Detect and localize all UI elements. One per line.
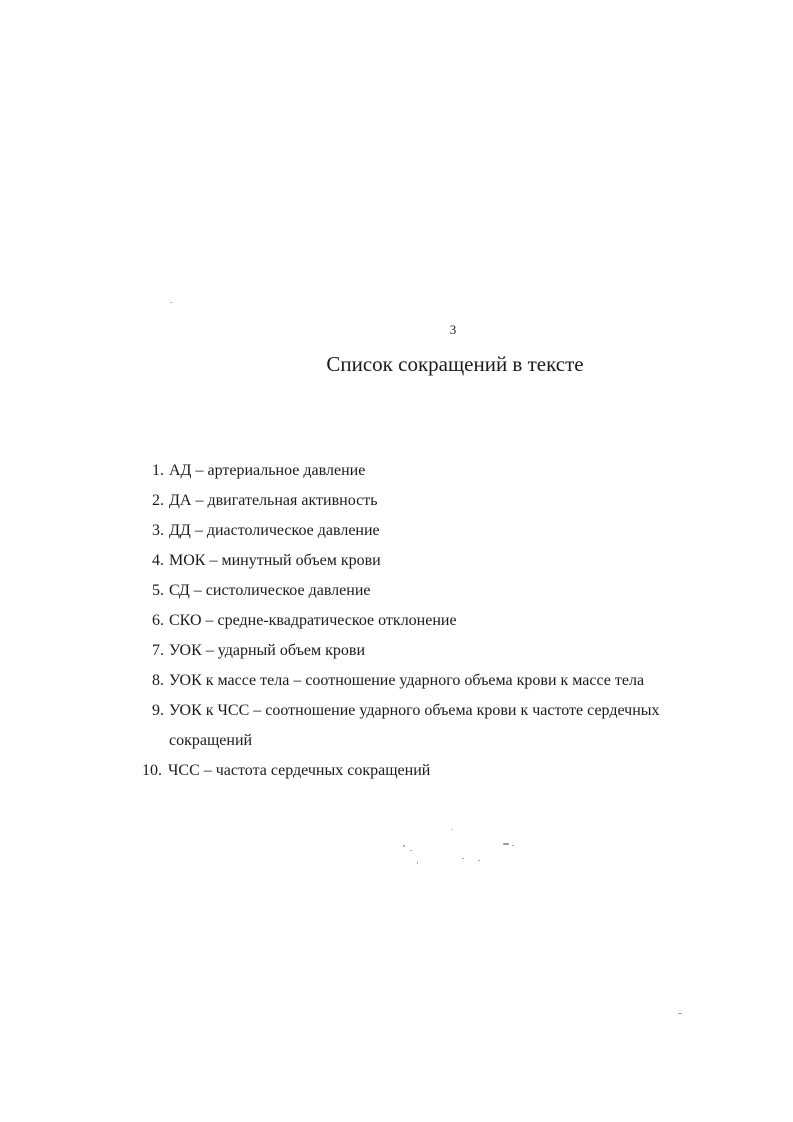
list-item-number: 9. <box>152 702 164 719</box>
list-item-text: УОК к массе тела – соотношение ударного объема крови к массе тела <box>169 672 645 689</box>
list-item <box>140 636 730 666</box>
scan-speck <box>403 845 405 847</box>
page-title: Список сокращений в тексте <box>326 352 584 376</box>
list-item-number: 5. <box>152 582 164 599</box>
list-item-text: ДА – двигательная активность <box>169 492 378 509</box>
list-item-text: АД – артериальное давление <box>169 462 366 479</box>
scan-speck <box>410 850 412 851</box>
list-item-number: 10. <box>142 762 162 779</box>
list-item <box>140 516 730 546</box>
list-item-text: СКО – средне-квадратическое отклонение <box>169 612 457 629</box>
list-item-number: 2. <box>152 492 164 509</box>
list-item-number: 8. <box>152 672 164 689</box>
list-item <box>140 486 730 516</box>
scan-speck <box>462 858 464 859</box>
scan-speck <box>452 829 453 830</box>
list-item <box>140 576 730 606</box>
scan-speck <box>678 1013 682 1014</box>
list-item <box>140 456 730 486</box>
list-item-text: УОК к ЧСС – соотношение ударного объема крови к частоте сердечных сокращений <box>169 702 660 749</box>
list-item <box>140 606 730 636</box>
scan-speck <box>417 862 418 864</box>
list-item-number: 7. <box>152 642 164 659</box>
scan-speck <box>503 843 509 845</box>
list-item <box>140 666 730 696</box>
scan-speck <box>512 845 514 846</box>
list-item-text: МОК – минутный объем крови <box>169 552 381 569</box>
list-item <box>140 696 730 756</box>
list-item-text: ЧСС – частота сердечных сокращений <box>168 762 431 779</box>
page-number: 3 <box>449 322 457 337</box>
list-item-text: СД – систолическое давление <box>169 582 371 599</box>
list-item-number: 6. <box>152 612 164 629</box>
list-item-number: 3. <box>152 522 164 539</box>
list-item <box>140 756 730 786</box>
list-item <box>140 546 730 576</box>
scan-speck <box>478 860 480 861</box>
abbreviation-list <box>140 456 730 786</box>
list-item-number: 1. <box>152 462 164 479</box>
list-item-number: 4. <box>152 552 164 569</box>
list-item-text: ДД – диастолическое давление <box>169 522 380 539</box>
scan-speck <box>170 302 172 303</box>
list-item-text: УОК – ударный объем крови <box>169 642 365 659</box>
